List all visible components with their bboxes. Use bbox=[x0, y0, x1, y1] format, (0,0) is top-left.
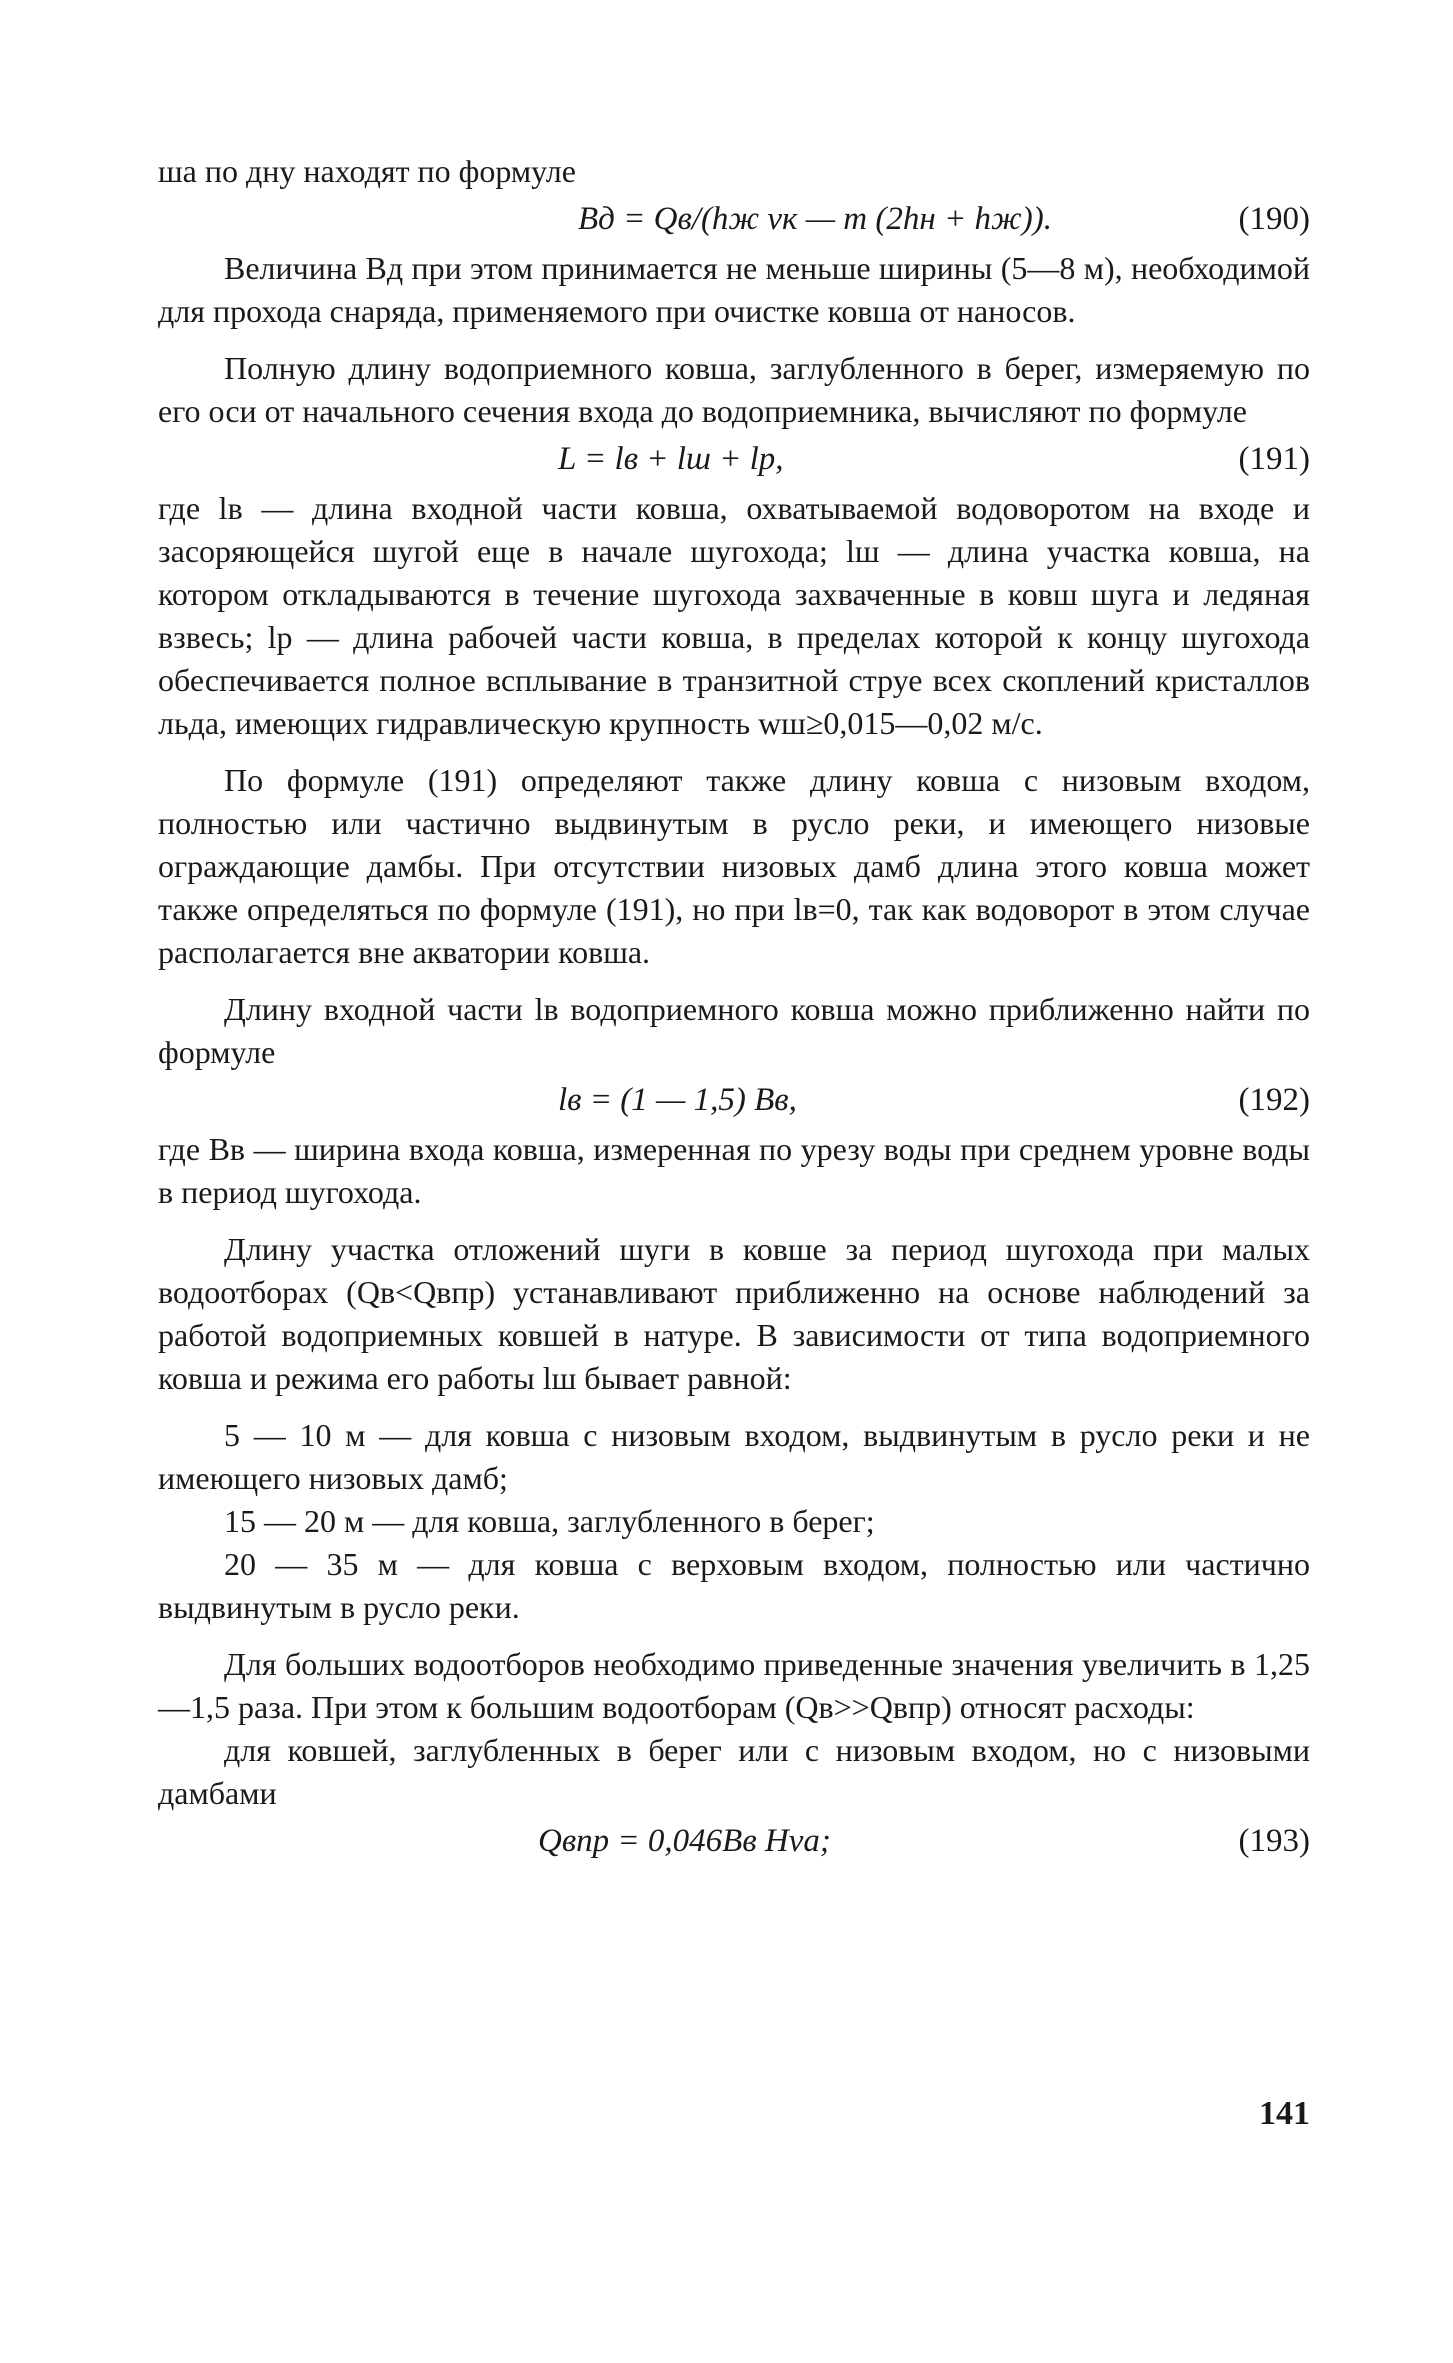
paragraph: где lв — длина входной части ковша, охватываемой водоворотом на входе и засоряющейся шугой еще в начале шугохода; lш — длина участка ковша, на котором откладываются в течение шугохода захваченные в ковш шуга и ледяная взвесь; lр — длина рабочей части ковша, в пределах которой к концу шугохода обеспечивается полное всплывание в транзитной струе всех скоплений кристаллов льда, имеющих гидравлическую крупность wш≥0,015—0,02 м/с. bbox=[158, 490, 1310, 741]
paragraph: Величина Bд при этом принимается не меньше ширины (5—8 м), необходимой для прохода снаряда, применяемого при очистке ковша от наносов. bbox=[158, 250, 1310, 329]
paragraph: Для больших водоотборов необходимо приведенные значения увеличить в 1,25—1,5 раза. При этом к большим водоотборам (Qв>>Qвпр) относят расходы: bbox=[158, 1646, 1310, 1725]
page-number: 141 bbox=[1259, 2095, 1310, 2132]
formula-number: (192) bbox=[1238, 1082, 1310, 1118]
paragraph: Полную длину водоприемного ковша, заглубленного в берег, измеряемую по его оси от начального сечения входа до водоприемника, вычисляют по формуле bbox=[158, 350, 1310, 429]
paragraph: Длину входной части lв водоприемного ковша можно приближенно найти по формуле bbox=[158, 991, 1310, 1070]
paragraph: ша по дну находят по формуле bbox=[158, 153, 576, 189]
paragraph: для ковшей, заглубленных в берег или с низовым входом, но с низовыми дамбами bbox=[158, 1732, 1310, 1811]
list-item: 5 — 10 м — для ковша с низовым входом, выдвинутым в русло реки и не имеющего низовых дамб; bbox=[158, 1417, 1310, 1496]
paragraph: Длину участка отложений шуги в ковше за период шугохода при малых водоотборах (Qв<Qвпр) устанавливают приближенно на основе наблюдений за работой водоприемных ковшей в натуре. В зависимости от типа водоприемного ковша и режима его работы lш бывает равной: bbox=[158, 1231, 1310, 1396]
paragraph: По формуле (191) определяют также длину ковша с низовым входом, полностью или частично выдвинутым в русло реки, и имеющего низовые ограждающие дамбы. При отсутствии низовых дамб длина этого ковша может также определяться по формуле (191), но при lв=0, так как водоворот в этом случае располагается вне акватории ковша. bbox=[158, 762, 1310, 970]
formula-expression: lв = (1 — 1,5) Bв, bbox=[558, 1082, 797, 1118]
text-column bbox=[158, 150, 1310, 1869]
formula-number: (190) bbox=[1238, 201, 1310, 237]
paragraph: где Bв — ширина входа ковша, измеренная по урезу воды при среднем уровне воды в период шугохода. bbox=[158, 1131, 1310, 1210]
formula-193 bbox=[158, 1815, 1310, 1869]
formula-190 bbox=[158, 193, 1310, 247]
list-item: 15 — 20 м — для ковша, заглубленного в берег; bbox=[224, 1503, 875, 1539]
formula-expression: L = lв + lш + lр, bbox=[558, 441, 784, 477]
formula-192 bbox=[158, 1074, 1310, 1128]
list-item: 20 — 35 м — для ковша с верховым входом, полностью или частично выдвинутым в русло реки. bbox=[158, 1546, 1310, 1625]
formula-expression: Qвпр = 0,046Bв Hvа; bbox=[538, 1823, 831, 1859]
formula-expression: Bд = Qв/(hж vк — m (2hн + hж)). bbox=[578, 201, 1052, 237]
formula-number: (193) bbox=[1238, 1823, 1310, 1859]
formula-191 bbox=[158, 433, 1310, 487]
formula-number: (191) bbox=[1238, 441, 1310, 477]
